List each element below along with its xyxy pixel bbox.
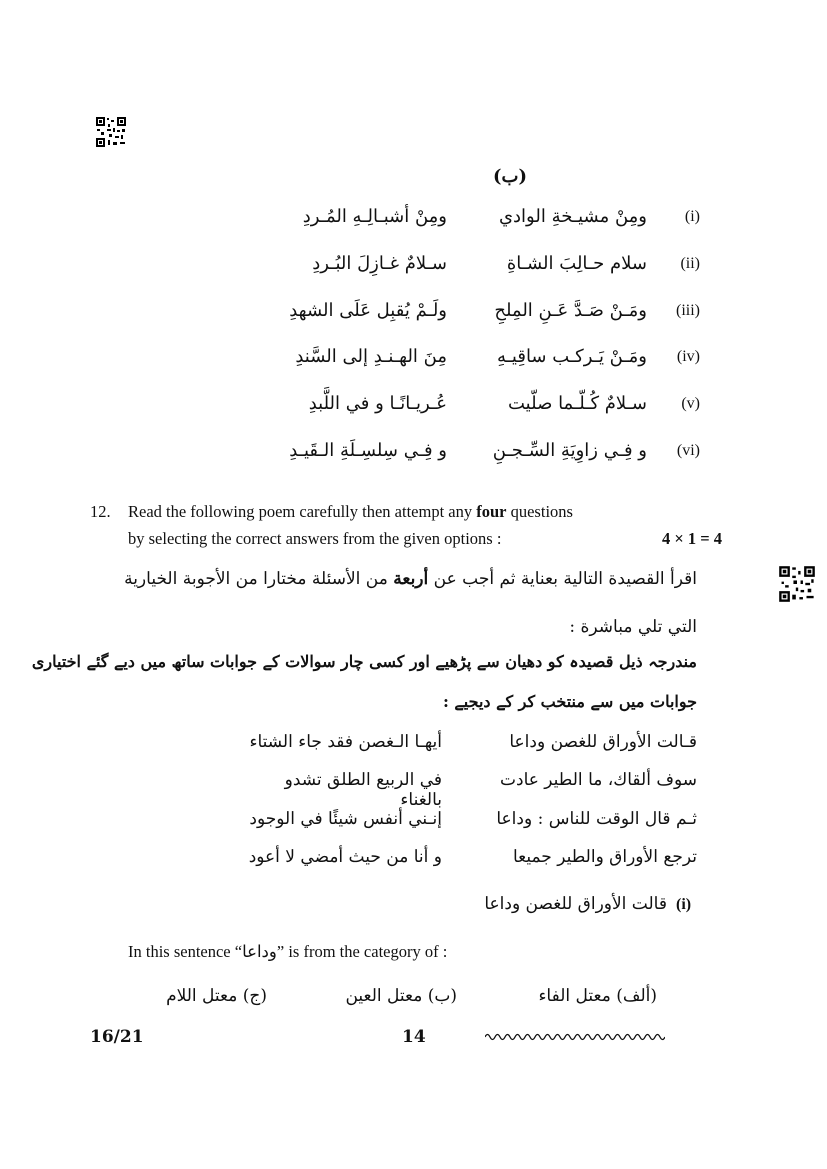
verse-second-half: إنـني أنفس شيئًا في الوجود (249, 809, 442, 829)
poem-row (0, 440, 827, 470)
poem-row (0, 253, 827, 283)
instruction-text: Read the following poem carefully then attempt any (128, 502, 477, 521)
verse-second-half: أيهـا الـغصن فقد جاء الشتاء (249, 732, 442, 752)
verse-first-half: ثـم قال الوقت للناس : وداعا (496, 809, 697, 829)
instruction-text: questions (506, 502, 573, 521)
section-label: (ب) (493, 166, 527, 187)
row-number: (iii) (676, 302, 700, 319)
verse-first-half: ترجع الأوراق والطير جميعا (512, 847, 697, 867)
subquestion-number: (i) (676, 896, 692, 913)
wavy-line-decoration (485, 1032, 665, 1042)
verse-first-half: ومَـنْ صَـدَّ عَـنِ المِلحِ (494, 300, 647, 321)
verse-second-half: ولَـمْ يُقبِل عَلَى الشهدِ (289, 300, 447, 321)
verse-second-half: ومِنْ أشبـالِـهِ المُـردِ (302, 206, 447, 227)
instruction-bold: أربعة (393, 569, 429, 589)
page-number: 14 (402, 1027, 426, 1047)
verse-first-half: سـلامٌ كُـلّـما صلّيت (508, 393, 647, 414)
verse-first-half: ومَـنْ يَـركـب ساقِيـهِ (496, 346, 647, 367)
verse-first-half: قـالت الأوراق للغصن وداعا (509, 732, 697, 752)
option-ba[interactable]: (ب) معتل العين (345, 986, 457, 1006)
row-number: (vi) (676, 442, 700, 459)
instruction-bold: four (476, 502, 507, 521)
qr-code-icon (777, 565, 817, 603)
poem-row (0, 206, 827, 236)
verse-second-half: سـلامٌ غـازِلَ البُـردِ (312, 253, 447, 274)
instruction-text: اقرأ القصيدة التالية بعناية ثم أجب عن (428, 569, 697, 589)
row-number: (v) (681, 395, 700, 412)
verse-second-half: مِنَ الهـنـدِ إلى السَّندِ (295, 346, 447, 367)
option-jim[interactable]: (ج) معتل اللام (166, 986, 267, 1006)
row-number: (iv) (676, 348, 700, 365)
marks: 4 × 1 = 4 (662, 529, 723, 548)
subquestion-arabic: قالت الأوراق للغصن وداعا (484, 894, 667, 914)
question-number: 12. (90, 502, 111, 521)
question-instruction-ar-line2: التي تلي مباشرة : (569, 617, 697, 637)
verse-first-half: سوف ألقاك، ما الطير عادت (500, 770, 697, 790)
question-instruction-ur: مندرجہ ذیل قصیدہ کو دھیان سے پڑھیے اور کسی چار سوالات کے جوابات ساتھ میں دیے گئے اختیاری (31, 652, 697, 671)
verse-second-half: و أنا من حيث أمضي لا أعود (248, 847, 442, 867)
poem-row (0, 300, 827, 330)
poem-row (0, 393, 827, 423)
question-instruction-en-line2: by selecting the correct answers from the given options : (128, 529, 502, 548)
verse-second-half: و فِـي سِلسِـلَةِ الـقَيـدِ (289, 440, 447, 461)
poem-row (0, 346, 827, 376)
qr-code-icon (95, 116, 127, 148)
subquestion-english: In this sentence “وداعا” is from the category of : (128, 942, 448, 961)
verse-first-half: سلام حـالِبَ الشـاةِ (506, 253, 647, 274)
verse-second-half: عُـريـانًـا و في اللَّبدِ (308, 393, 447, 414)
question-instruction-ur-line2: جوابات میں سے منتخب کر کے دیجیے : (442, 692, 697, 711)
paper-code: 16/21 (90, 1027, 144, 1047)
question-instruction-ar (117, 569, 697, 589)
verse-first-half: ومِنْ مشيـخةِ الوادي (498, 206, 647, 227)
row-number: (ii) (680, 255, 700, 272)
question-instruction-en (128, 502, 708, 522)
option-alif[interactable]: (ألف) معتل الفاء (538, 986, 657, 1006)
instruction-text: من الأسئلة مختارا من الأجوبة الخيارية (124, 569, 394, 589)
row-number: (i) (684, 208, 700, 225)
verse-second-half: في الربيع الطلق تشدو بالغناء (284, 770, 442, 810)
verse-first-half: و فِـي زاوِيَةِ السِّـجـنِ (492, 440, 647, 461)
